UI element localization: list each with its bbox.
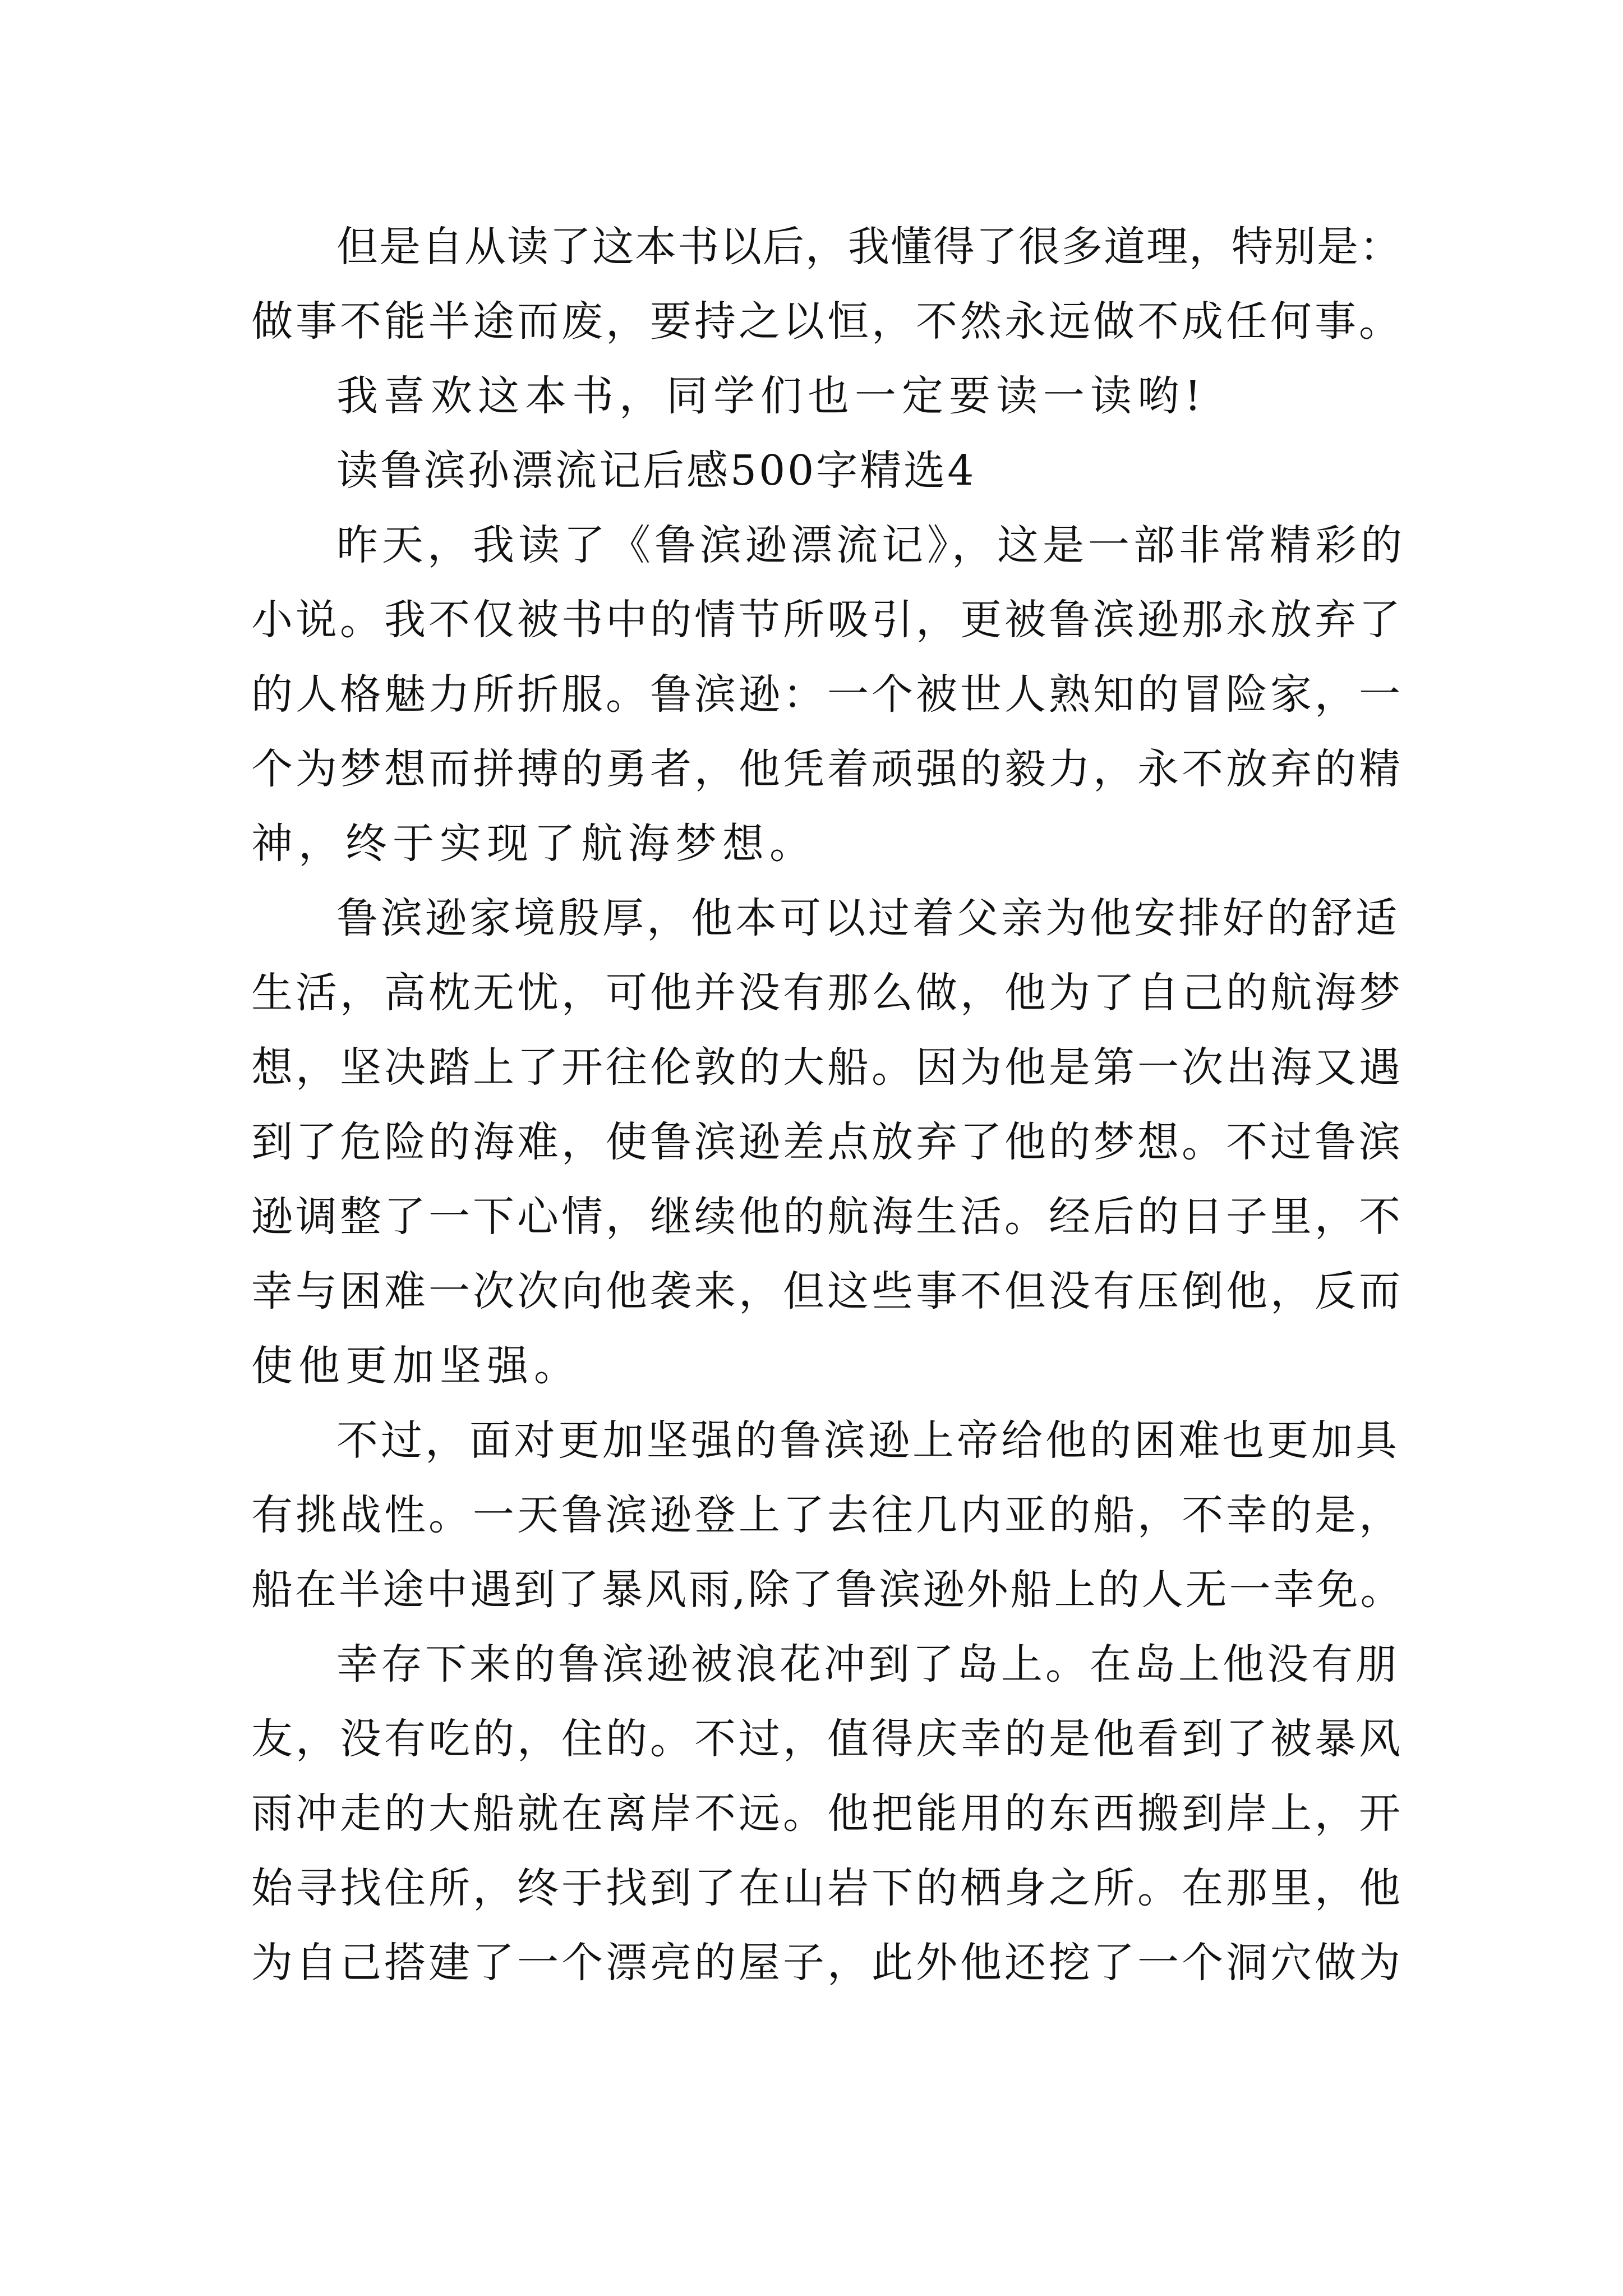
paragraph-line: 做事不能半途而废，要持之以恒，不然永远做不成任何事。 (251, 297, 1403, 346)
paragraph-line: 个为梦想而拼搏的勇者，他凭着顽强的毅力，永不放弃的精 (251, 745, 1403, 793)
paragraph-line: 友，没有吃的，住的。不过，值得庆幸的是他看到了被暴风 (251, 1715, 1403, 1763)
paragraph-line: 昨天，我读了《鲁滨逊漂流记》，这是一部非常精彩的 (336, 521, 1406, 569)
paragraph-line: 生活，高枕无忧，可他并没有那么做，他为了自己的航海梦 (251, 969, 1403, 1017)
paragraph-line: 的人格魅力所折服。鲁滨逊：一个被世人熟知的冒险家，一 (251, 670, 1403, 719)
paragraph-line: 为自己搭建了一个漂亮的屋子，此外他还挖了一个洞穴做为 (251, 1939, 1403, 1987)
paragraph-line: 始寻找住所，终于找到了在山岩下的栖身之所。在那里，他 (251, 1864, 1403, 1912)
paragraph-line: 但是自从读了这本书以后，我懂得了很多道理，特别是： (336, 223, 1402, 271)
section-heading: 读鲁滨孙漂流记后感500字精选4 (336, 447, 976, 495)
paragraph-line: 幸与困难一次次向他袭来，但这些事不但没有压倒他，反而 (251, 1267, 1403, 1315)
paragraph-line: 雨冲走的大船就在离岸不远。他把能用的东西搬到岸上，开 (251, 1789, 1403, 1838)
paragraph-line: 想，坚决踏上了开往伦敦的大船。因为他是第一次出海又遇 (251, 1043, 1403, 1092)
paragraph-line: 幸存下来的鲁滨逊被浪花冲到了岛上。在岛上他没有朋 (336, 1640, 1400, 1688)
paragraph-line: 逊调整了一下心情，继续他的航海生活。经后的日子里，不 (251, 1193, 1403, 1241)
paragraph-line: 使他更加坚强。 (251, 1342, 581, 1390)
paragraph-line: 到了危险的海难，使鲁滨逊差点放弃了他的梦想。不过鲁滨 (251, 1118, 1403, 1166)
paragraph-line: 船在半途中遇到了暴风雨,除了鲁滨逊外船上的人无一幸免。 (251, 1566, 1404, 1614)
paragraph-line: 小说。我不仅被书中的情节所吸引，更被鲁滨逊那永放弃了 (251, 596, 1403, 644)
paragraph-line: 不过，面对更加坚强的鲁滨逊上帝给他的困难也更加具 (336, 1416, 1400, 1465)
paragraph-line: 神，终于实现了航海梦想。 (251, 820, 817, 868)
paragraph-line: 鲁滨逊家境殷厚，他本可以过着父亲为他安排好的舒适 (336, 894, 1400, 942)
paragraph-line: 有挑战性。一天鲁滨逊登上了去往几内亚的船，不幸的是， (251, 1491, 1403, 1539)
paragraph-line: 我喜欢这本书，同学们也一定要读一读哟! (336, 372, 1207, 420)
